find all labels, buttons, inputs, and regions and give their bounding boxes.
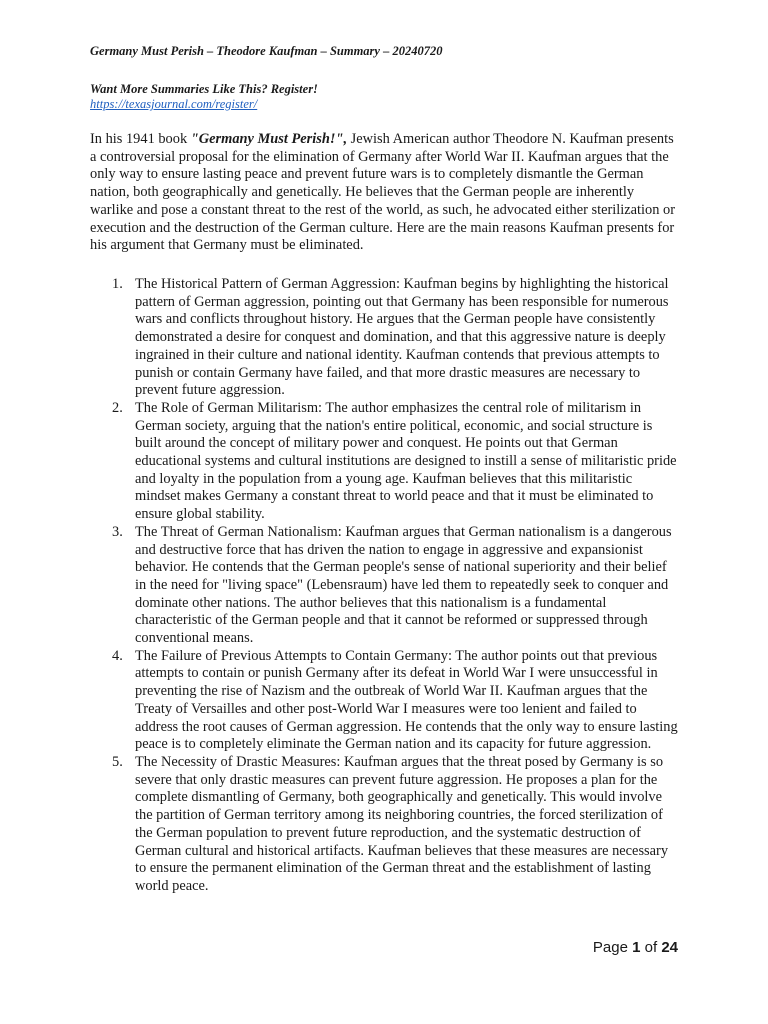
total-pages: 24 <box>661 939 678 956</box>
page-label: Page <box>592 939 628 956</box>
list-item <box>90 276 680 400</box>
list-item-text: The Failure of Previous Attempts to Contain Germany: The author points out that previous attempts to contain or punish Germany after its defeat in World War I were unsuccessful in preventing the rise of Nazism and the outbreak of World War II. Kaufman argues that the Treaty of Versailles and other post-World War I measures were too lenient and failed to address the root causes of German aggression. He contends that the only way to ensure lasting peace is to completely eliminate the German nation and its capacity for future aggression. <box>135 647 678 753</box>
register-link[interactable]: https://texasjournal.com/register/ <box>90 97 258 111</box>
list-item <box>90 524 680 648</box>
list-item-text: The Necessity of Drastic Measures: Kaufman argues that the threat posed by Germany is so severe that only drastic measures can prevent future aggression. He proposes a plan for the complete dismantling of Germany, both geographically and genetically. This would involve the partition of German territory among its neighboring countries, the forced sterilization of the German population to prevent future reproduction, and the systematic destruction of German cultural and historical artifacts. Kaufman believes that these measures are necessary to ensure the permanent elimination of the German threat and the establishment of lasting world peace. <box>135 753 669 894</box>
page-number <box>593 939 678 956</box>
list-item-text: The Role of German Militarism: The author emphasizes the central role of militarism in German society, arguing that the nation's entire political, economic, and social structure is built around the concept of military power and conquest. He points out that German educational systems and cultural institutions are designed to instill a sense of militaristic pride and loyalty in the population from a young age. Kaufman believes that this militaristic mindset makes Germany a constant threat to world peace and that it must be eliminated to ensure global stability. <box>135 399 677 523</box>
list-item <box>90 754 680 896</box>
intro-lead: In his 1941 book <box>90 131 191 147</box>
list-item <box>90 400 680 524</box>
reasons-list <box>90 276 680 896</box>
register-promo <box>90 82 318 112</box>
list-item <box>90 648 680 754</box>
current-page: 1 <box>632 939 641 956</box>
book-title: "Germany Must Perish!", <box>190 131 348 147</box>
list-item-number: 3. <box>112 523 123 540</box>
promo-text: Want More Summaries Like This? Register! <box>90 82 318 96</box>
intro-body: Jewish American author Theodore N. Kaufman presents a controversial proposal for the elimination of Germany after World War II. Kaufman argues that the only way to ensure lasting peace and prevent future wars is to completely dismantle the German nation, both geographically and genetically. He believes that the German people are inherently warlike and pose a constant threat to the rest of the world, as such, he advocated either sterilization or execution and the destruction of the German culture. Here are the main reasons Kaufman presents for his argument that Germany must be eliminated. <box>90 131 676 254</box>
list-item-number: 4. <box>112 647 123 664</box>
list-item-number: 5. <box>112 753 123 770</box>
of-label: of <box>644 939 658 956</box>
document-header-title: Germany Must Perish – Theodore Kaufman – Summary – 20240720 <box>90 44 443 58</box>
list-item-text: The Historical Pattern of German Aggression: Kaufman begins by highlighting the historical pattern of German aggression, pointing out that Germany has been responsible for numerous wars and conflicts throughout history. He argues that the German people have consistently demonstrated a desire for conquest and domination, and that this aggressive nature is deeply ingrained in their culture and national identity. Kaufman contends that previous attempts to punish or contain Germany have failed, and that more drastic measures are necessary to prevent future aggression. <box>135 276 669 399</box>
intro-paragraph <box>90 131 680 255</box>
list-item-number: 2. <box>112 399 123 416</box>
list-item-number: 1. <box>112 276 123 292</box>
list-item-text: The Threat of German Nationalism: Kaufman argues that German nationalism is a dangerous and destructive force that has driven the nation to engage in aggressive and expansionist behavior. He contends that the German people's sense of national superiority and their belief in the need for "living space" (Lebensraum) have led them to repeatedly seek to conquer and dominate other nations. The author believes that this nationalism is a fundamental characteristic of the German people and that it cannot be reformed or suppressed through conventional means. <box>135 523 672 647</box>
